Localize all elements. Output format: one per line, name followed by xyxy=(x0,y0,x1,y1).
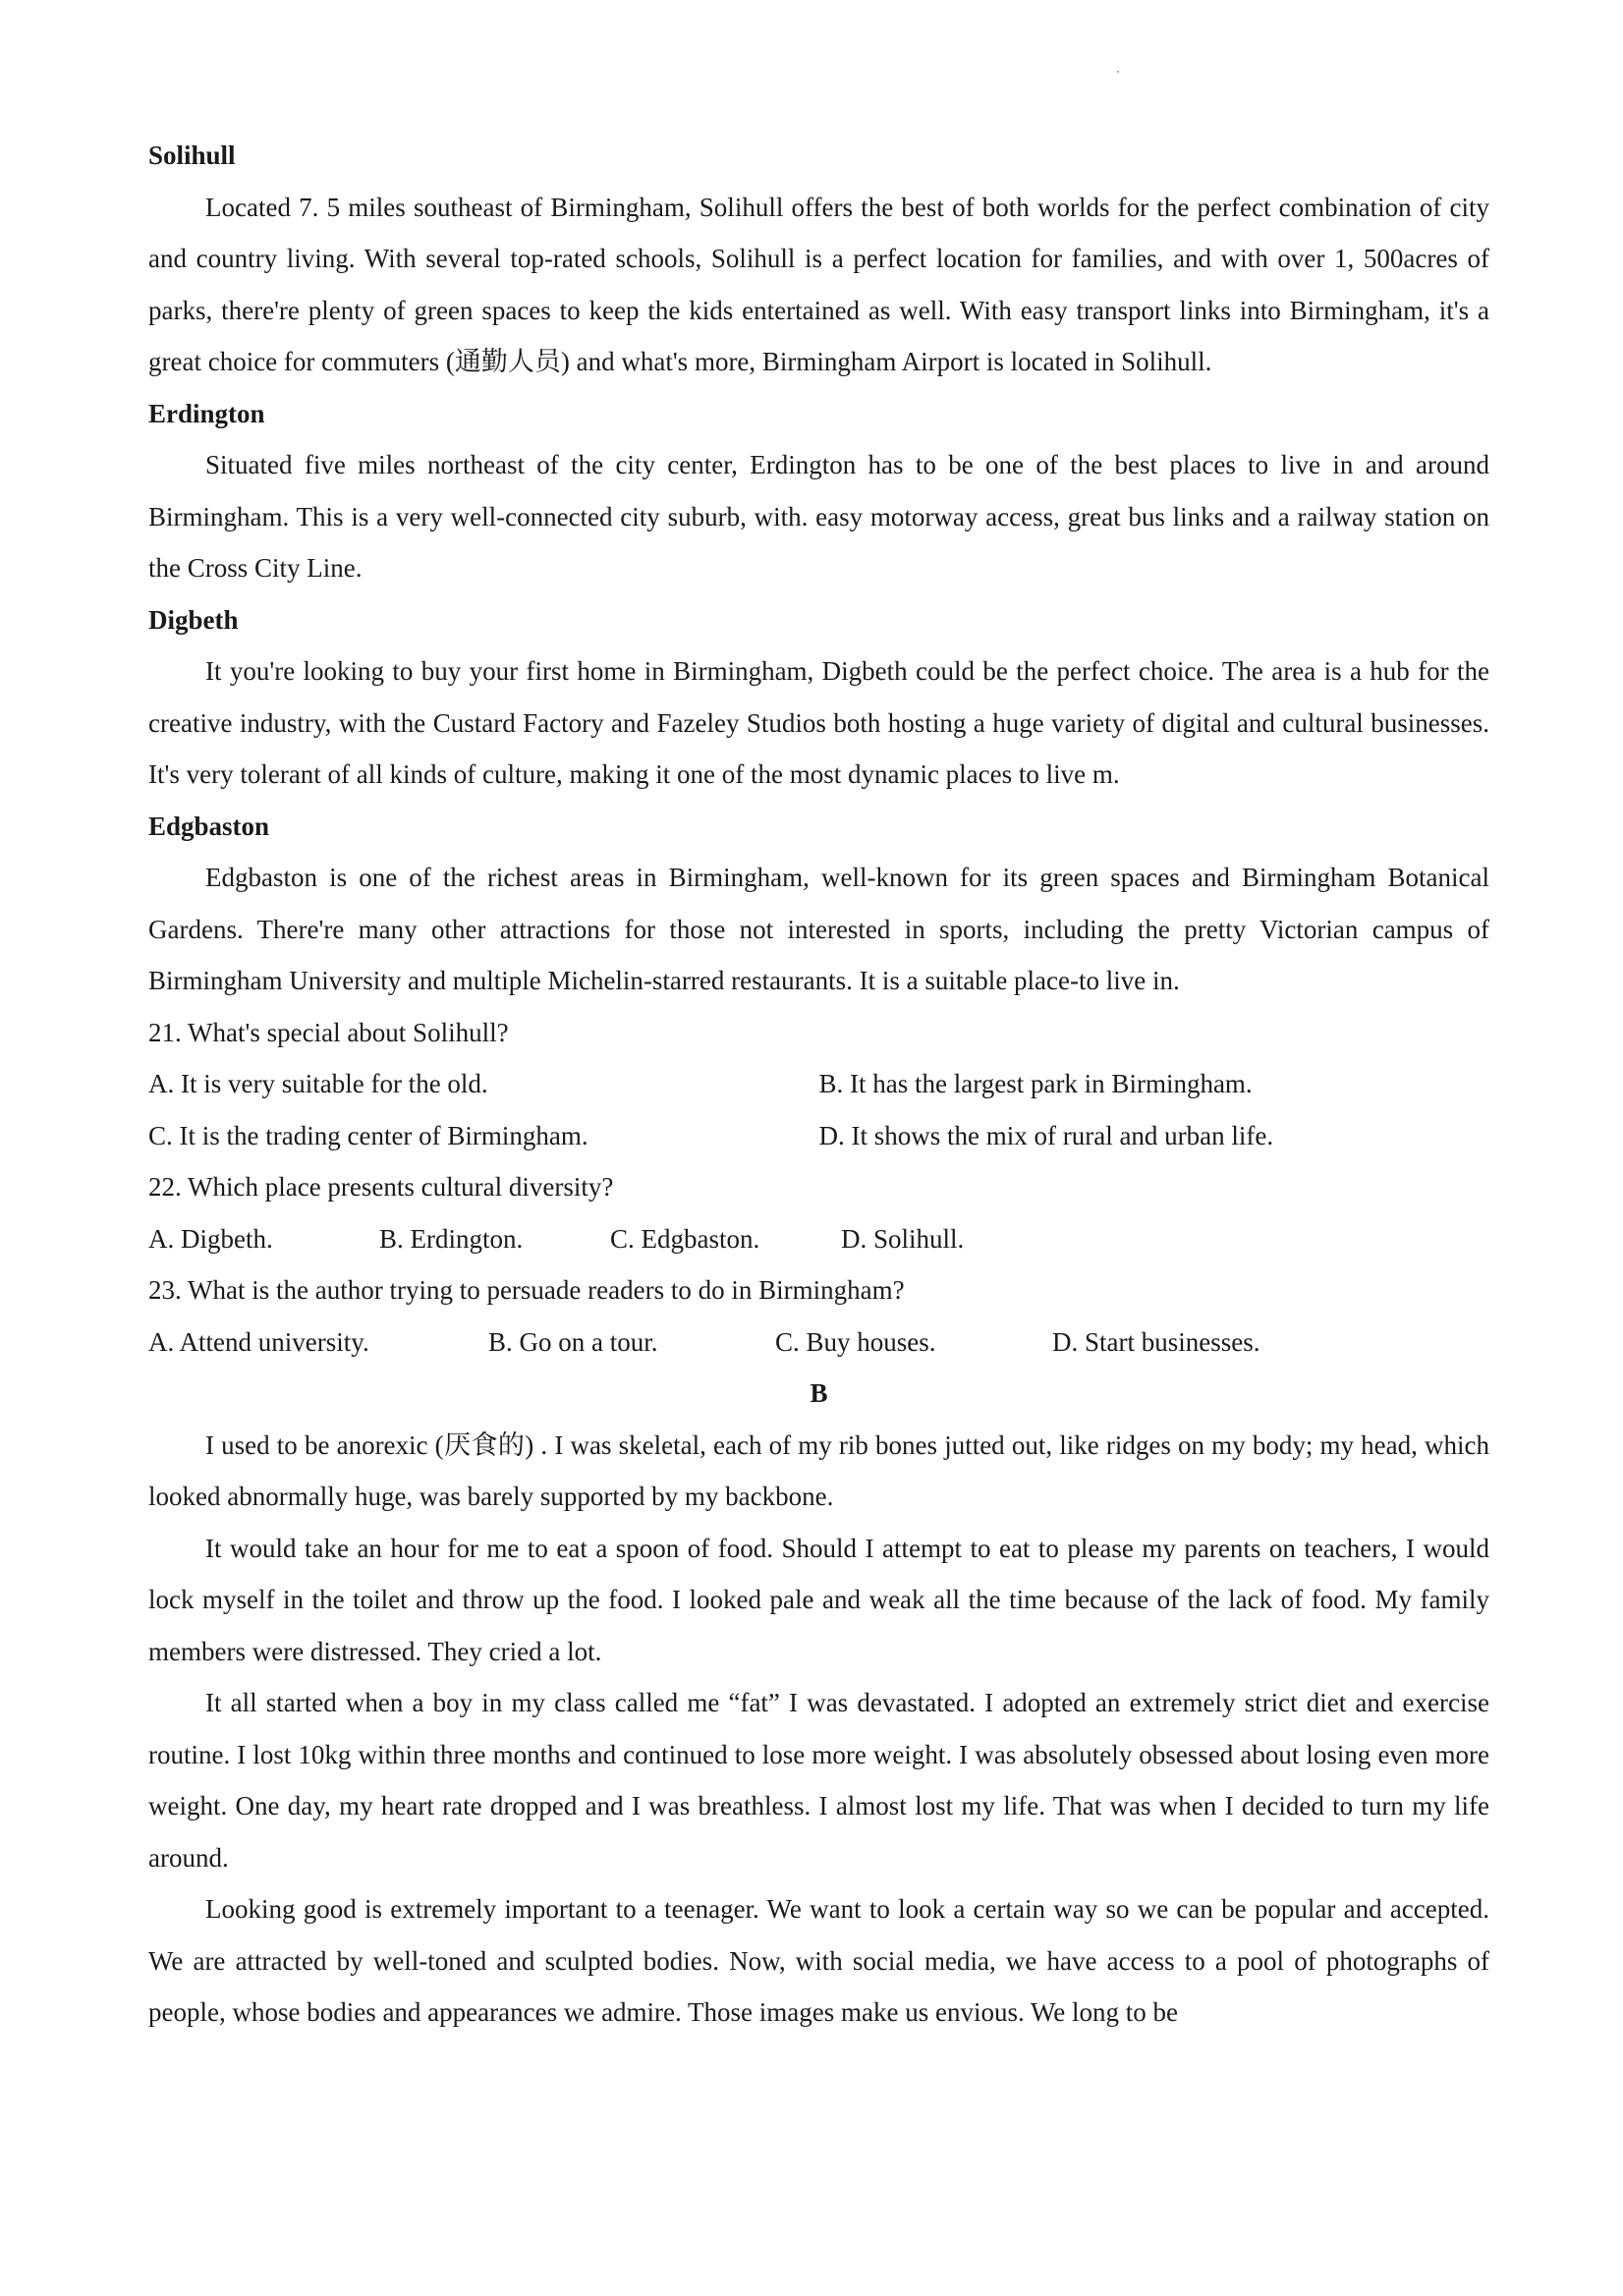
question-21-stem: 21. What's special about Solihull? xyxy=(148,1017,509,1047)
question-22-option-a: A. Digbeth. xyxy=(148,1223,273,1254)
section-text-erdington: Situated five miles northeast of the city center, Erdington has to be one of the best places to live in and around Birmingham. This is a very well-connected city suburb, with. easy motorway access, great bus links and a railway station on the Cross City Line. xyxy=(148,450,1489,583)
stray-mark xyxy=(1117,71,1119,73)
section-text-edgbaston: Edgbaston is one of the richest areas in Birmingham, well-known for its green spaces and Birmingham Botanical Gardens. There're many other attractions for those not interested in sports, including the pretty Victorian campus of Birmingham University and multiple Michelin-starred restaurants. It is a suitable place-to live in. xyxy=(148,863,1489,995)
section-heading-digbeth: Digbeth xyxy=(148,604,239,635)
question-22-stem: 22. Which place presents cultural diversity? xyxy=(148,1172,614,1202)
question-23-options xyxy=(148,1316,1489,1369)
question-23-option-b: B. Go on a tour. xyxy=(488,1326,658,1357)
section-heading-edgbaston: Edgbaston xyxy=(148,811,270,841)
section-heading-erdington: Erdington xyxy=(148,398,265,428)
question-23-stem: 23. What is the author trying to persuade readers to do in Birmingham? xyxy=(148,1275,905,1305)
question-22-option-b: B. Erdington. xyxy=(379,1223,524,1254)
section-text-digbeth: It you're looking to buy your first home in Birmingham, Digbeth could be the perfect choice. The area is a hub for the creative industry, with the Custard Factory and Fazeley Studios both hosting a huge variety of digital and cultural businesses. It's very tolerant of all kinds of culture, making it one of the most dynamic places to live m. xyxy=(148,656,1489,789)
exam-page xyxy=(148,130,1489,2039)
question-22-options xyxy=(148,1213,1489,1265)
question-22-option-c: C. Edgbaston. xyxy=(610,1223,760,1254)
passage-b-paragraph-3: It all started when a boy in my class called me “fat” I was devastated. I adopted an extremely strict diet and exercise routine. I lost 10kg within three months and continued to lose more weight. I was absolutely obsessed about losing even more weight. One day, my heart rate dropped and I was breathless. I almost lost my life. That was when I decided to turn my life around. xyxy=(148,1688,1489,1873)
question-21-options-row-1 xyxy=(148,1058,1489,1110)
question-21-option-a: A. It is very suitable for the old. xyxy=(148,1069,488,1098)
question-23-option-a: A. Attend university. xyxy=(148,1326,369,1357)
passage-b-paragraph-4: Looking good is extremely important to a teenager. We want to look a certain way so we can be popular and accepted. We are attracted by well-toned and sculpted bodies. Now, with social media, we have access to a pool of photographs of people, whose bodies and appearances we admire. Those images make us envious. We long to be xyxy=(148,1894,1489,2027)
question-23-option-c: C. Buy houses. xyxy=(775,1326,936,1357)
question-23-option-d: D. Start businesses. xyxy=(1052,1326,1260,1357)
question-21-option-d: D. It shows the mix of rural and urban life. xyxy=(818,1120,1274,1150)
question-21-options-row-2 xyxy=(148,1110,1489,1162)
section-heading-solihull: Solihull xyxy=(148,140,236,170)
passage-b-paragraph-2: It would take an hour for me to eat a spoon of food. Should I attempt to eat to please my parents on teachers, I would lock myself in the toilet and throw up the food. I looked pale and weak all the time because of the lack of food. My family members were distressed. They cried a lot. xyxy=(148,1533,1489,1666)
section-text-solihull: Located 7. 5 miles southeast of Birmingham, Solihull offers the best of both worlds for the perfect combination of city and country living. With several top-rated schools, Solihull is a perfect location for families, and with over 1, 500acres of parks, there're plenty of green spaces to keep the kids entertained as well. With easy transport links into Birmingham, it's a great choice for commuters (通勤人员) and what's more, Birmingham Airport is located in Solihull. xyxy=(148,192,1489,376)
question-22-option-d: D. Solihull. xyxy=(841,1223,965,1254)
passage-b-label: B xyxy=(810,1378,828,1408)
question-21-option-c: C. It is the trading center of Birmingham. xyxy=(148,1120,588,1150)
question-21-option-b: B. It has the largest park in Birmingham. xyxy=(818,1069,1253,1098)
passage-b-paragraph-1: I used to be anorexic (厌食的) . I was skeletal, each of my rib bones jutted out, like ridges on my body; my head, which looked abnormally huge, was barely supported by my backbone. xyxy=(148,1429,1489,1511)
